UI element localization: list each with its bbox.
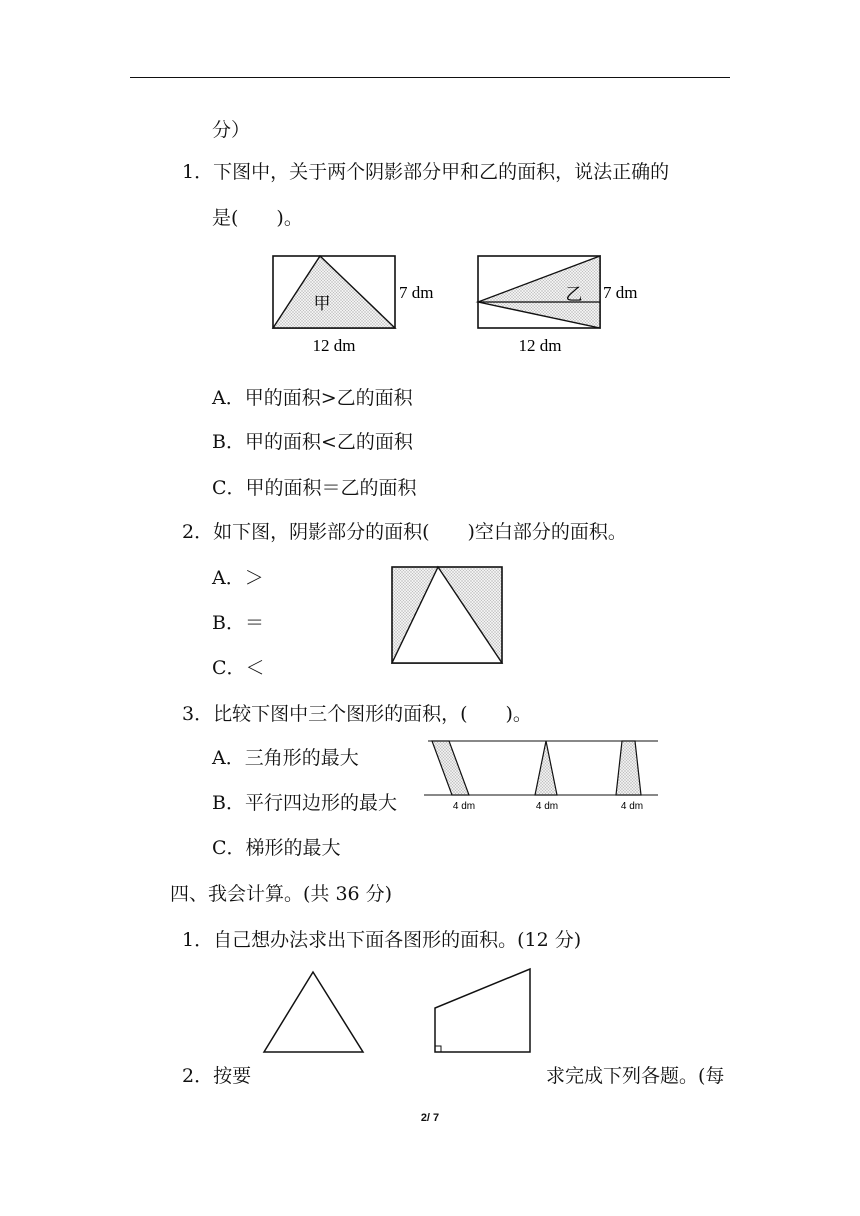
continued-text: 分） (212, 119, 251, 141)
q1-option-a[interactable]: A．甲的面积>乙的面积 (212, 387, 413, 409)
s4q1-right-angle-mark (435, 1046, 441, 1052)
header-rule (130, 77, 730, 78)
section4-title: 四、我会计算。(共 36 分) (170, 883, 393, 905)
q2-option-c[interactable]: C．＜ (212, 657, 265, 679)
q1-triangle-jia (273, 256, 395, 328)
q3-parallelogram (432, 741, 469, 795)
s4q1-figures (258, 964, 538, 1060)
q3-option-b[interactable]: B．平行四边形的最大 (212, 792, 397, 814)
s4q2-text-right: 求完成下列各题。(每 (546, 1065, 725, 1087)
s4q2-text-left: 2．按要 (182, 1065, 252, 1087)
q3-triangle (535, 741, 557, 795)
q1-text-line2: 是( )。 (212, 207, 303, 229)
q1-right-width-label: 12 dm (518, 336, 562, 355)
q1-left-width-label: 12 dm (312, 336, 356, 355)
s4q1-triangle (264, 972, 363, 1052)
page-number: 2/ 7 (420, 1112, 440, 1124)
q2-option-a[interactable]: A．＞ (212, 567, 264, 589)
s4q1-trapezoid (435, 969, 530, 1052)
q3-trapezoid (616, 741, 641, 795)
q3-label-2: 4 dm (535, 801, 559, 812)
q3-label-1: 4 dm (452, 801, 476, 812)
q2-figure (386, 562, 510, 668)
q1-option-b[interactable]: B．甲的面积<乙的面积 (212, 431, 413, 453)
q1-left-height-label: 7 dm (399, 283, 434, 302)
q3-figure (420, 734, 662, 816)
q1-option-c[interactable]: C．甲的面积＝乙的面积 (212, 477, 417, 499)
q3-option-a[interactable]: A．三角形的最大 (212, 747, 359, 769)
s4q1-text: 1．自己想办法求出下面各图形的面积。(12 分) (182, 929, 582, 951)
q2-option-b[interactable]: B．＝ (212, 612, 264, 634)
q3-label-3: 4 dm (620, 801, 644, 812)
q3-option-c[interactable]: C．梯形的最大 (212, 837, 341, 859)
q3-text: 3．比较下图中三个图形的面积，( )。 (182, 703, 532, 725)
q2-text: 2．如下图，阴影部分的面积( )空白部分的面积。 (182, 521, 627, 543)
q1-label-yi: 乙 (565, 285, 583, 304)
q1-text-line1: 1．下图中，关于两个阴影部分甲和乙的面积，说法正确的 (182, 161, 670, 183)
q1-figure (262, 248, 662, 360)
q1-right-height-label: 7 dm (603, 283, 638, 302)
q1-label-jia: 甲 (313, 294, 331, 313)
